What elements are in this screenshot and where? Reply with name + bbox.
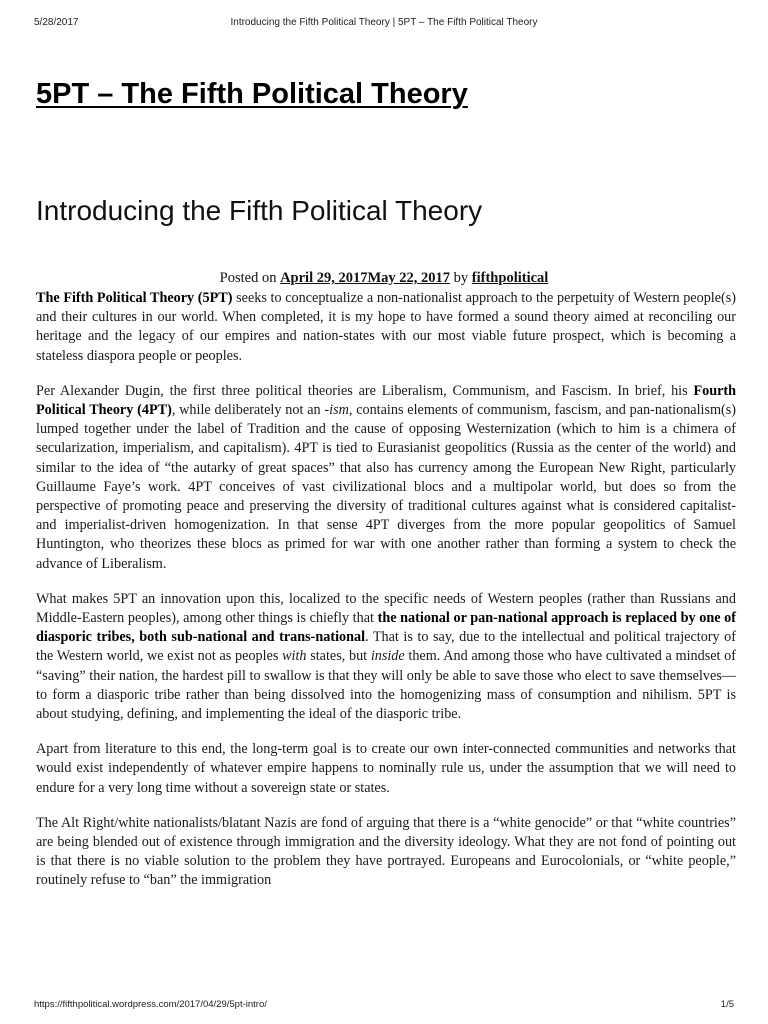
text: Per Alexander Dugin, the first three political theories are Liberalism, Communism, and Fascism. In brief, his: [36, 382, 694, 399]
page-number: 1/5: [720, 999, 734, 1010]
paragraph-innovation: [36, 590, 736, 724]
bold-diasporic-tribes: the national or pan-national approach is replaced by one of diasporic tribes, both sub-national and trans-national: [36, 610, 736, 646]
print-date: 5/28/2017: [34, 17, 79, 28]
paragraph-dugin: [36, 382, 736, 574]
by-label: by: [453, 270, 469, 286]
paragraph-intro: [36, 289, 736, 366]
post-date-link[interactable]: [280, 270, 450, 286]
text: states, but: [306, 648, 371, 665]
italic-ism: ism: [329, 402, 349, 419]
print-document-title: Introducing the Fifth Political Theory | 5PT – The Fifth Political Theory: [230, 17, 538, 28]
paragraph-long-term-goal: [36, 740, 736, 798]
author-link[interactable]: fifthpolitical: [471, 270, 549, 286]
text: . That is to say, due to the intellectual and political trajectory of the Western world, we exist not as peoples: [36, 629, 736, 665]
text: seeks to conceptualize a non-nationalist approach to the perpetuity of Western people(s) and their cultures in our world. When completed, it is my hope to have formed a sound theory aimed at reconciling our heritage and the legacy of our empires and nation-states with our most viable future prospect, which is becoming a stateless diaspora people or peoples.: [36, 290, 736, 364]
site-title-link[interactable]: 5PT – The Fifth Political Theory: [36, 78, 468, 110]
print-url: https://fifthpolitical.wordpress.com/2017/04/29/5pt-intro/: [34, 999, 267, 1010]
text: , contains elements of communism, fascism, and pan-nationalism(s) lumped together under the label of Tradition and the cause of opposing Westernization (which to him is a chimera of secularization, imperialism, and capitalism). 4PT is tied to Eurasianist geopolitics (Russia as the center of the world) and similar to the idea of “the autarky of great spaces” that also has currency among the European New Right, particularly Guillaume Faye’s work. 4PT conceives of vast civilizational blocs and a multipolar world, but does so from the perspective of promoting peace and preserving the diversity of traditional cultures against what is considered capitalist- and imperialist-driven homogenization. In that sense 4PT diverges from the more popular geopolitics of Samuel Huntington, who theorizes these blocs as primed for war with one another rather than forming a system to check the advance of Liberalism.: [36, 402, 736, 572]
post-title: Introducing the Fifth Political Theory: [36, 195, 483, 226]
text: , while deliberately not an -: [171, 402, 330, 419]
bold-4pt: Fourth Political Theory (4PT): [36, 382, 736, 419]
italic-inside: inside: [370, 648, 405, 665]
post-date-updated: May 22, 2017: [367, 270, 451, 286]
text: them. And among those who have cultivated a mindset of “saving” their nation, the hardest pill to swallow is that they will only be able to save those who elect to save themselves—to form a diasporic tribe rather than being dissolved into the homogenizing mass of consumption and nihilism. 5PT is about studying, defining, and implementing the ideal of the diasporic tribe.: [36, 648, 736, 723]
italic-with: with: [282, 648, 307, 665]
post-content: [36, 289, 736, 907]
paragraph-alt-right: [36, 814, 736, 891]
bold-5pt: The Fifth Political Theory (5PT): [36, 290, 233, 306]
print-header: [34, 17, 734, 31]
post-date-published: April 29, 2017: [280, 270, 368, 286]
text: Apart from literature to this end, the long-term goal is to create our own inter-connected communities and networks that would exist independently of whatever empire happens to nominally rule us, under the assumption that we will need to endure for a very long time without a sovereign state or states.: [36, 741, 736, 796]
text: The Alt Right/white nationalists/blatant Nazis are fond of arguing that there is a “white genocide” or that “white countries” are being blended out of existence through immigration and the diversity ideology. What they are not fond of pointing out is that there is no viable solution to the problem they have portrayed. Europeans and Eurocolonials, or “white people,” routinely refuse to “ban” the immigration: [36, 814, 736, 889]
post-meta: [34, 269, 734, 287]
text: What makes 5PT an innovation upon this, localized to the specific needs of Western peoples (rather than Russians and Middle-Eastern peoples), among other things is chiefly that: [36, 590, 736, 627]
print-footer: [34, 999, 734, 1013]
posted-on-label: Posted on: [219, 270, 277, 286]
